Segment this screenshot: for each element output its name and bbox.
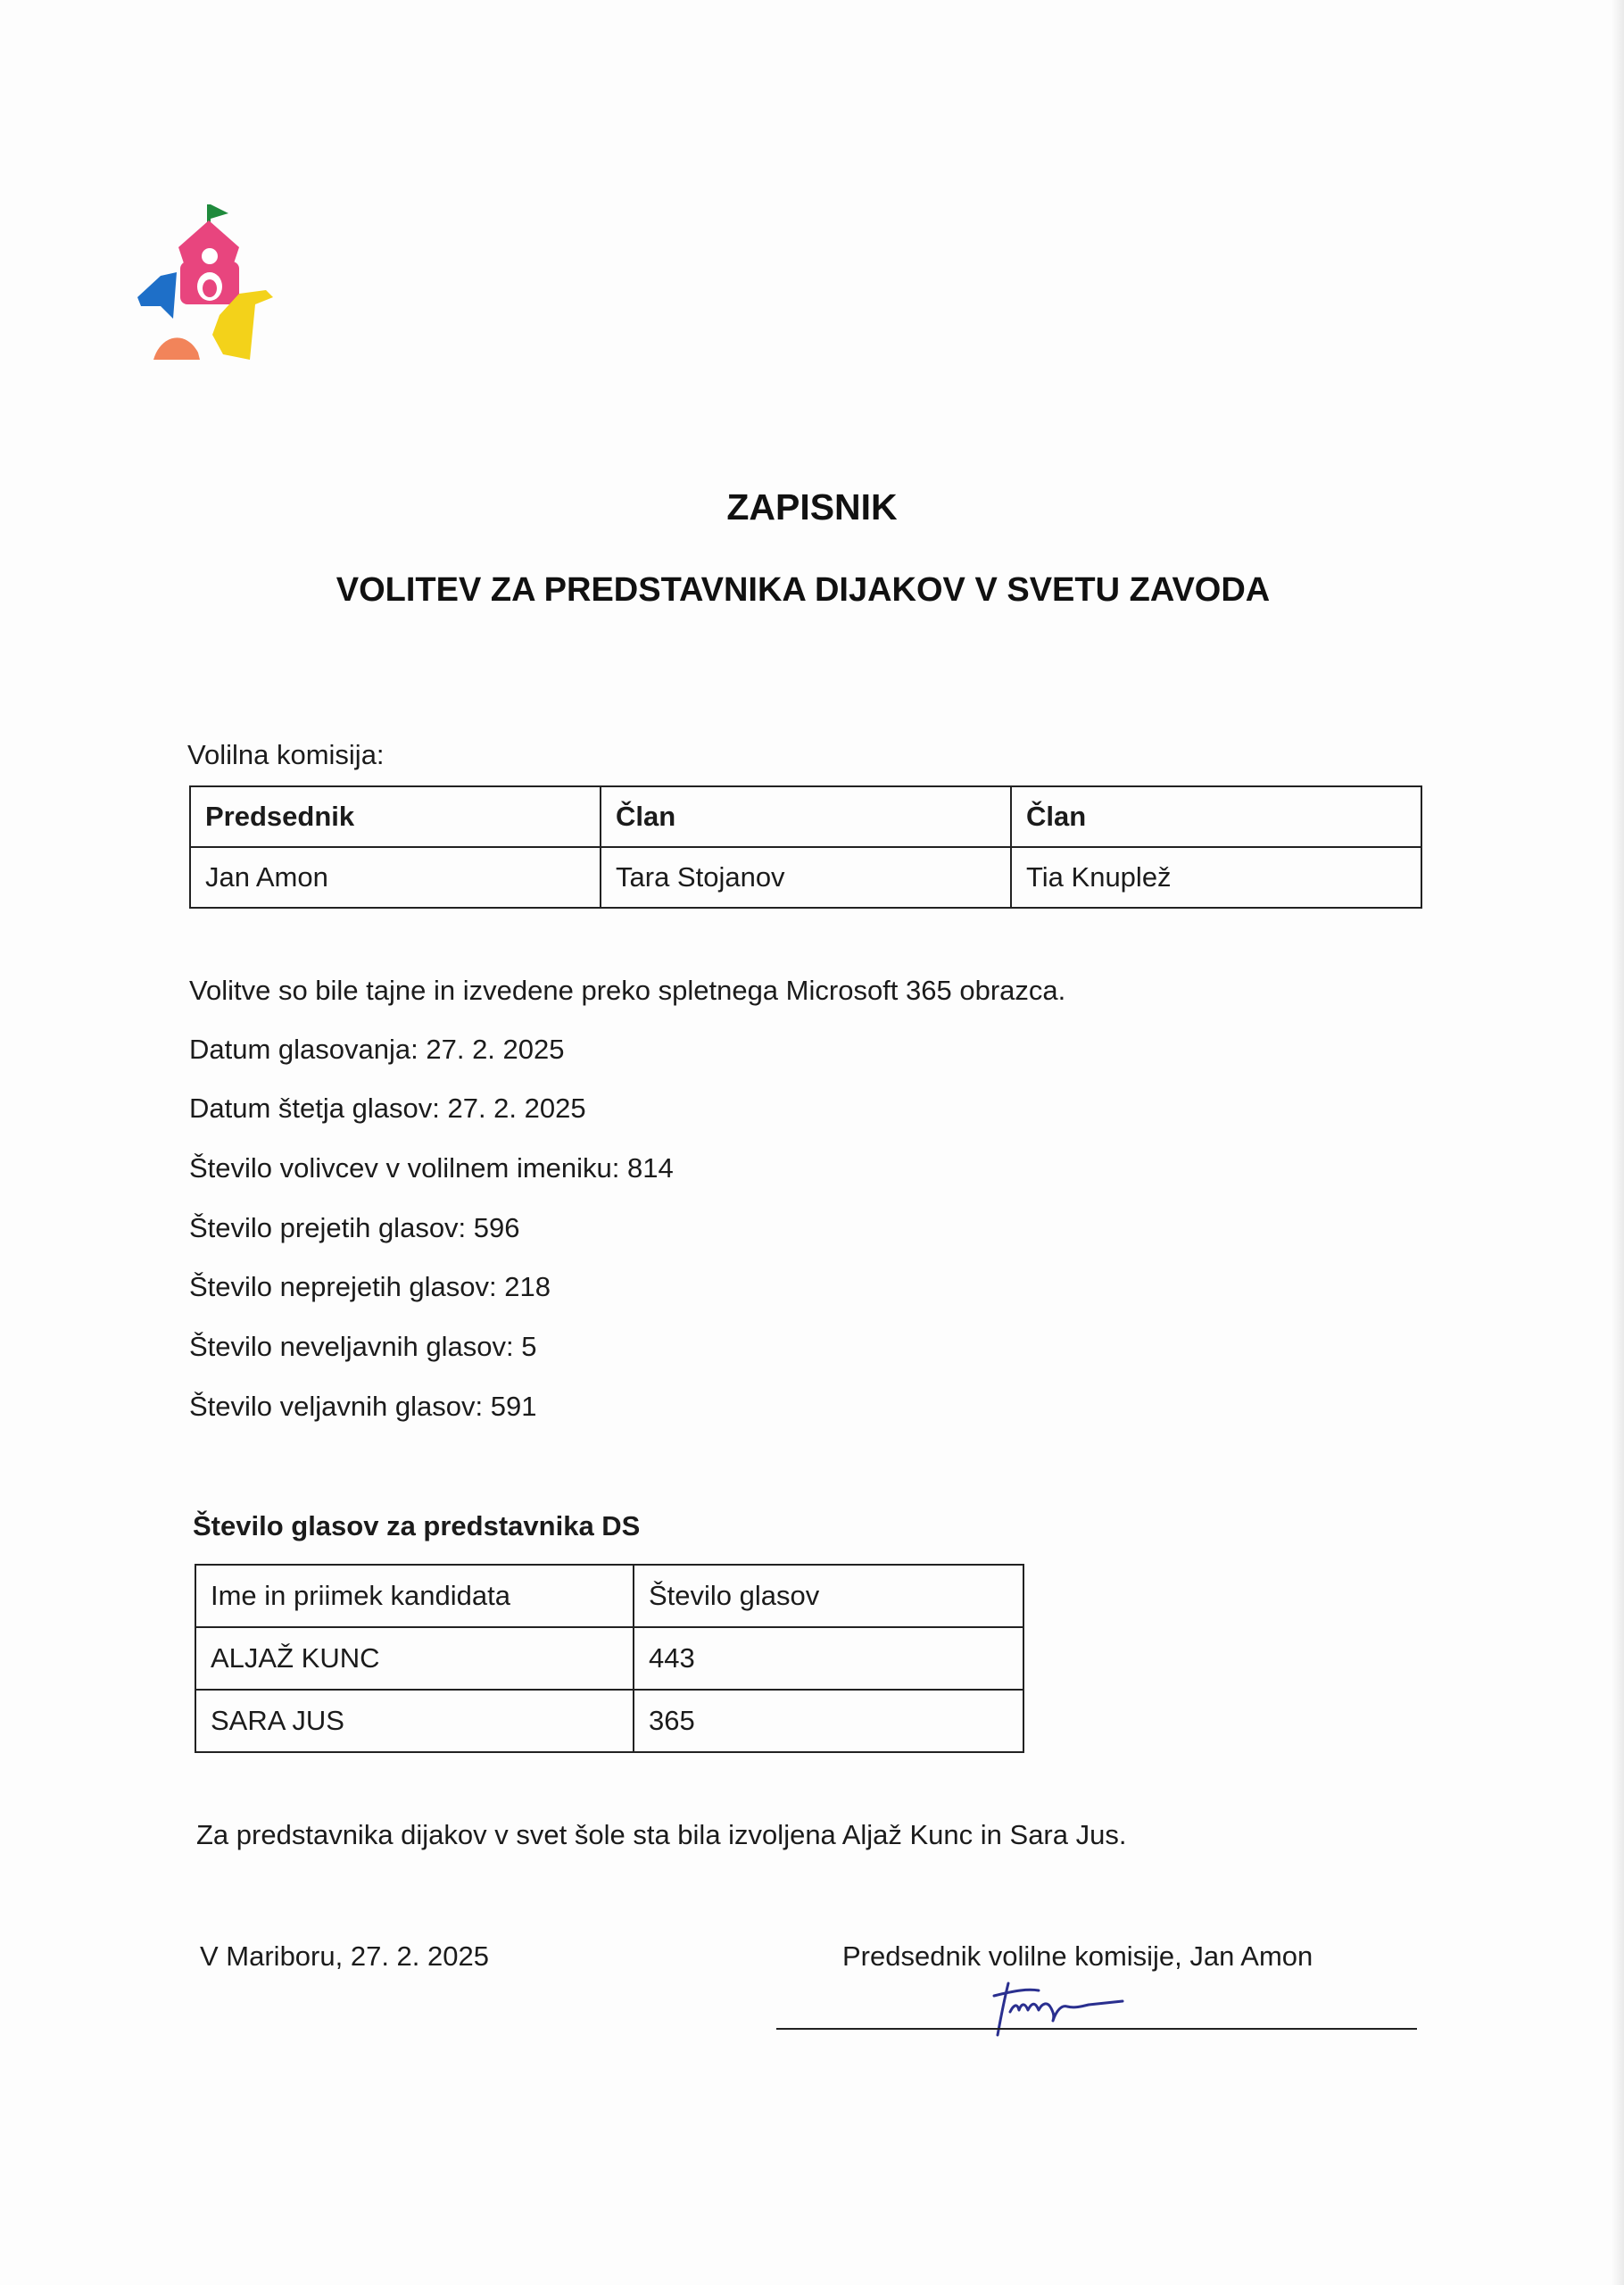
document-subtitle: VOLITEV ZA PREDSTAVNIKA DIJAKOV V SVETU ZAVODA [336,571,1271,609]
table-header-cell: Ime in priimek kandidata [195,1565,634,1627]
table-header-row [190,786,1421,847]
candidate-name: SARA JUS [195,1690,634,1752]
handwritten-signature [989,1971,1167,2042]
table-cell: Tia Knuplež [1011,847,1421,908]
candidate-votes: 443 [634,1627,1023,1690]
document-title: ZAPISNIK [726,486,898,528]
votes-heading: Število glasov za predstavnika DS [193,1510,641,1541]
commission-table [189,785,1422,909]
table-header-row [195,1565,1023,1627]
result-statement: Za predstavnika dijakov v svet šole sta bila izvoljena Aljaž Kunc in Sara Jus. [196,1819,1127,1850]
info-line-voting-date: Datum glasovanja: 27. 2. 2025 [189,1034,565,1065]
place-and-date: V Mariboru, 27. 2. 2025 [200,1940,489,1972]
votes-table [195,1564,1024,1753]
table-row [195,1690,1023,1752]
info-line-valid-votes: Število veljavnih glasov: 591 [189,1391,537,1422]
table-cell: Jan Amon [190,847,601,908]
table-row [190,847,1421,908]
table-header-cell: Član [601,786,1011,847]
table-row [195,1627,1023,1690]
page-edge-shadow [1612,0,1624,2285]
info-line-registered-voters: Število volivcev v volilnem imeniku: 814 [189,1152,674,1184]
signature-line [776,2028,1417,2030]
info-line-received-votes: Število prejetih glasov: 596 [189,1212,520,1243]
info-line-method: Volitve so bile tajne in izvedene preko spletnega Microsoft 365 obrazca. [189,975,1066,1006]
commission-label: Volilna komisija: [187,739,385,770]
table-header-cell: Število glasov [634,1565,1023,1627]
school-logo [134,201,277,366]
candidate-votes: 365 [634,1690,1023,1752]
table-cell: Tara Stojanov [601,847,1011,908]
table-header-cell: Predsednik [190,786,601,847]
candidate-name: ALJAŽ KUNC [195,1627,634,1690]
signer-title: Predsednik volilne komisije, Jan Amon [842,1940,1313,1972]
info-line-invalid-votes: Število neveljavnih glasov: 5 [189,1331,537,1362]
info-line-count-date: Datum štetja glasov: 27. 2. 2025 [189,1093,586,1124]
info-line-unreceived-votes: Število neprejetih glasov: 218 [189,1271,551,1302]
table-header-cell: Član [1011,786,1421,847]
